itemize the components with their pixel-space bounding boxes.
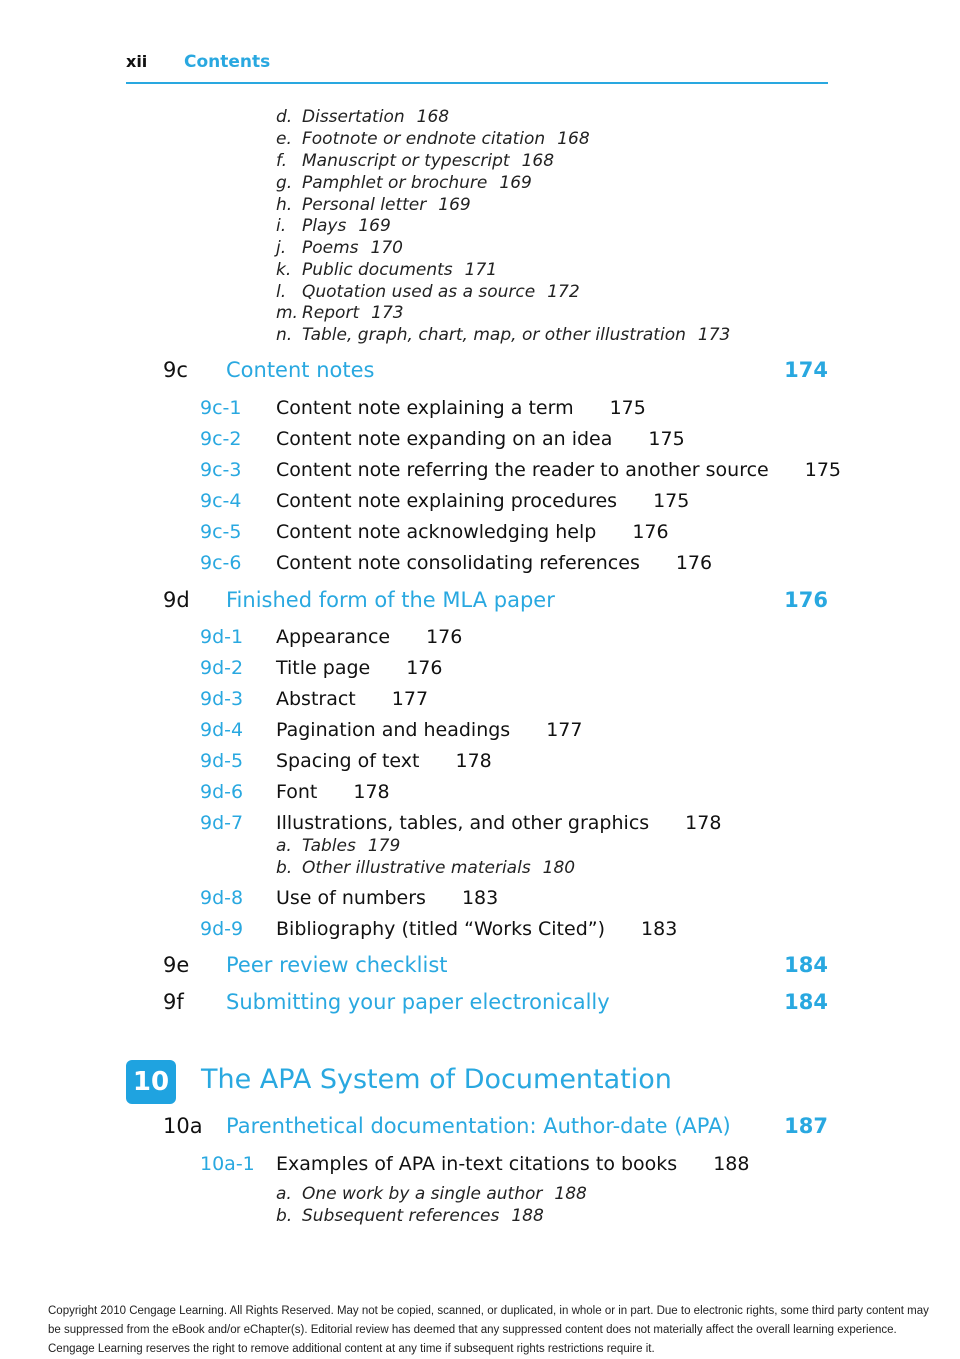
copyright-footer: Copyright 2010 Cengage Learning. All Rights Reserved. May not be copied, scanned, or duplicated, in whole or in part. Due to electronic rights, some third party content may be suppressed from the eBook and/or eChapter(s). Editorial review has deemed that any suppressed content does not materially affect the overall learning experience. Cengage Learning reserves the right to remove additional content at any time if subsequent rights restrictions require it.	[48, 1305, 929, 1355]
toc-item: b. Subsequent references 188	[276, 1206, 544, 1226]
toc-item: l. Quotation used as a source 172	[276, 282, 580, 302]
toc-item: k. Public documents 171	[276, 260, 498, 280]
toc-section-10a[interactable]: 10a Parenthetical documentation: Author-date (APA) 187	[163, 1114, 828, 1138]
toc-section-9c[interactable]: 9c Content notes 174	[163, 358, 828, 382]
page-number: xii	[126, 52, 148, 71]
toc-section-9f[interactable]: 9f Submitting your paper electronically 184	[163, 990, 828, 1014]
toc-item: g. Pamphlet or brochure 169	[276, 173, 532, 193]
toc-item: i. Plays 169	[276, 216, 391, 236]
toc-item: f. Manuscript or typescript 168	[276, 151, 555, 171]
toc-section-9e[interactable]: 9e Peer review checklist 184	[163, 953, 828, 977]
toc-item: e. Footnote or endnote citation 168	[276, 129, 590, 149]
toc-item: a. Tables 179	[276, 836, 401, 856]
toc-item: n. Table, graph, chart, map, or other illustration 173	[276, 325, 731, 345]
running-title: Contents	[184, 52, 271, 72]
toc-item: d. Dissertation 168	[276, 107, 450, 127]
chapter-number-badge: 10	[126, 1060, 176, 1104]
toc-section-9d[interactable]: 9d Finished form of the MLA paper 176	[163, 588, 828, 612]
toc-item: m. Report 173	[276, 303, 404, 323]
toc-item: j. Poems 170	[276, 238, 403, 258]
chapter-title[interactable]: The APA System of Documentation	[201, 1064, 672, 1095]
toc-item: a. One work by a single author 188	[276, 1184, 587, 1204]
running-header	[126, 52, 828, 84]
toc-item: b. Other illustrative materials 180	[276, 858, 576, 878]
toc-item: h. Personal letter 169	[276, 195, 471, 215]
